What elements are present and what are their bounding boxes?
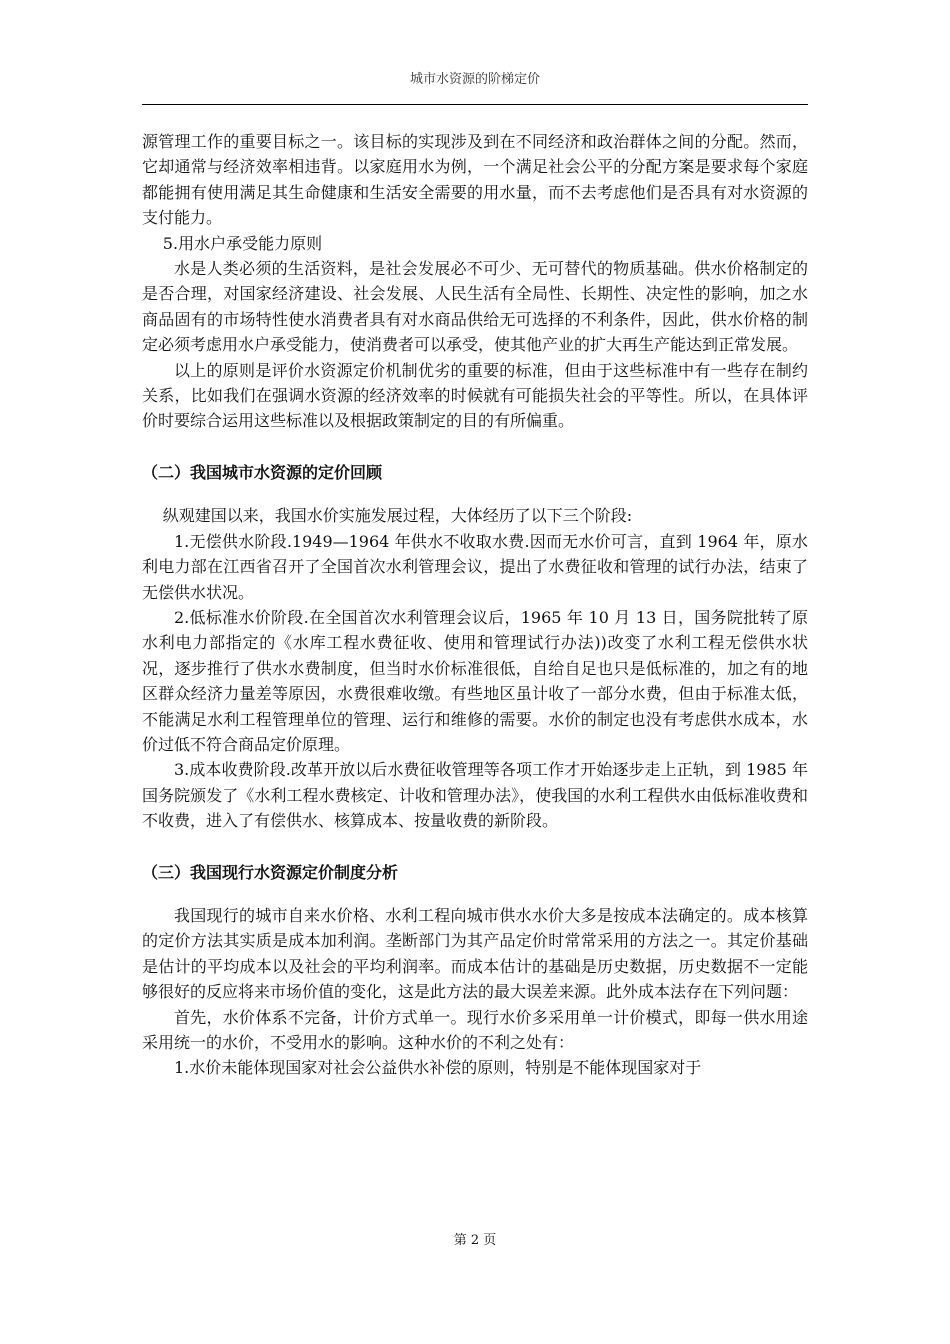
paragraph: 我国现行的城市自来水价格、水利工程向城市供水水价大多是按成本法确定的。成本核算的定价方法其实质是成本加利润。垄断部门为其产品定价时常常采用的方法之一。其定价基础是估计的平均成本以及社会的平均利润率。而成本估计的基础是历史数据，历史数据不一定能够很好的反应将来市场价值的变化，这是此方法的最大误差来源。此外成本法存在下列问题： — [142, 905, 808, 1002]
paragraph: 1.水价未能体现国家对社会公益供水补偿的原则，特别是不能体现国家对于 — [174, 1058, 702, 1078]
body-text — [142, 129, 808, 1081]
paragraph: 2.低标准水价阶段.在全国首次水利管理会议后，1965 年 10 月 13 日，国务院批转了原水利电力部指定的《水库工程水费征收、使用和管理试行办法))改变了水利工程无偿供水状况，逐步推行了供水水费制度，但当时水价标准很低，自给自足也只是低标准的，加之有的地区群众经济力量差等原因，水费很难收缴。有些地区虽计收了一部分水费，但由于标准太低，不能满足水利工程管理单位的管理、运行和维修的需要。水价的制定也没有考虑供水成本，水价过低不符合商品定价原理。 — [142, 607, 808, 754]
header-rule — [142, 104, 808, 105]
paragraph: 1.无偿供水阶段.1949—1964 年供水不收取水费.因而无水价可言，直到 1964 年，原水利电力部在江西省召开了全国首次水利管理会议，提出了水费征收和管理的试行办法，结束了无偿供水状况。 — [142, 531, 808, 602]
page-number: 第 2 页 — [453, 1233, 497, 1248]
section-heading: （二）我国城市水资源的定价回顾 — [142, 462, 383, 482]
paragraph: 以上的原则是评价水资源定价机制优劣的重要的标准，但由于这些标准中有一些存在制约关系，比如我们在强调水资源的经济效率的时候就有可能损失社会的平等性。所以，在具体评价时要综合运用这些标准以及根据政策制定的目的有所偏重。 — [142, 360, 808, 431]
running-header: 城市水资源的阶梯定价 — [409, 72, 540, 87]
paragraph: 水是人类必须的生活资料，是社会发展必不可少、无可替代的物质基础。供水价格制定的是否合理，对国家经济建设、社会发展、人民生活有全局性、长期性、决定性的影响，加之水商品固有的市场特性使水消费者具有对水商品供给无可选择的不利条件，因此，供水价格的制定必须考虑用水户承受能力，使消费者可以承受，使其他产业的扩大再生产能达到正常发展。 — [142, 259, 808, 355]
section-heading: （三）我国现行水资源定价制度分析 — [142, 862, 399, 882]
paragraph: 纵观建国以来，我国水价实施发展过程，大体经历了以下三个阶段: — [162, 506, 633, 526]
paragraph: 3.成本收费阶段.改革开放以后水费征收管理等各项工作才开始逐步走上正轨，到 1985 年国务院颁发了《水利工程水费核定、计收和管理办法》，使我国的水利工程供水由低标准收费和不收费，进入了有偿供水、核算成本、按量收费的新阶段。 — [142, 760, 808, 831]
paragraph: 源管理工作的重要目标之一。该目标的实现涉及到在不同经济和政治群体之间的分配。然而，它却通常与经济效率相违背。以家庭用水为例，一个满足社会公平的分配方案是要求每个家庭都能拥有使用满足其生命健康和生活安全需要的用水量，而不去考虑他们是否具有对水资源的支付能力。 — [142, 132, 808, 228]
subheading: 5.用水户承受能力原则 — [162, 233, 323, 253]
paragraph: 首先，水价体系不完备，计价方式单一。现行水价多采用单一计价模式，即每一供水用途采用统一的水价，不受用水的影响。这种水价的不利之处有： — [142, 1007, 808, 1052]
